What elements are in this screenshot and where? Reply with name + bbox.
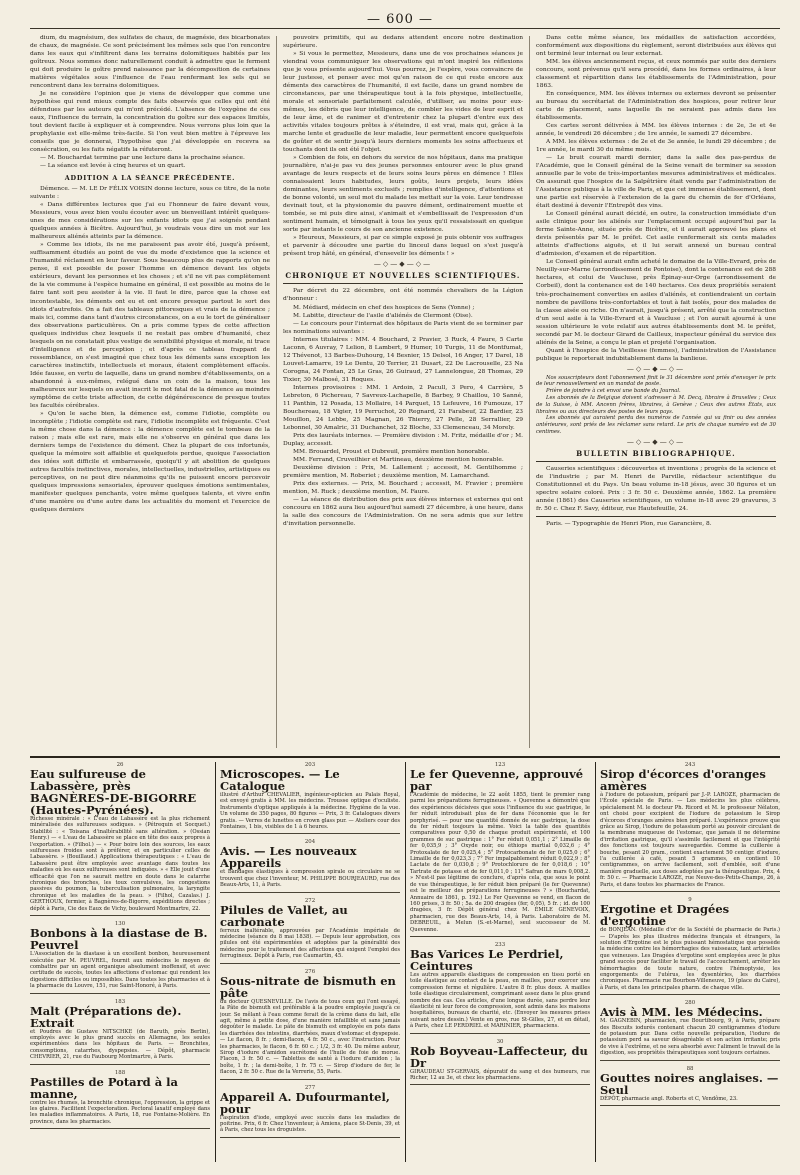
ad-title: Avis à MM. les Médecins. bbox=[600, 1005, 763, 1020]
paragraph: M. Médiard, médecin en chef des hospices de Sens (Yonne) ; bbox=[293, 304, 475, 311]
paragraph: Internes provisoires : MM. 1 Ardoin, 2 Pacull, 3 Pero, 4 Carrière, 5 Lebreton, 6 Pichereau, 7 Savreux-Lachapelle, 8 Barbey, 9 Chaillou, 10 Sanné, 11 Panthin, 12 Posada, 13 Mollaire, 14 Parquet, 15 Lefeuvre, 16 Fumouze, 17 Bouchereau, 18 Vigier, 19 Perruchot, 20 Regnard, 21 Farabeuf, 22 Bardier, 23 Mouillon, 24 Lebbe, 25 Magnan, 26 Thierry, 27 Pelle, 28 Serrallier, 29 Lebonnel, 30 Amalric, 31 Duchanchet, 32 Bloche, 33 Clemenceau, 34 Morely. bbox=[283, 384, 523, 431]
paragraph: Le Conseil général aurait décidé, en outre, la construction immédiate d'un asile clinique pour les aliénés sur l'emplacement occupé aujourd'hui par la ferme Sainte-Anne, située près de Bicêtre, et il aurait approuvé les plans et devis présentés par M. le préfet. Cet asile renfermerait six cents malades atteints d'affections aiguës, et il lui serait annexé un bureau central d'admission, d'examen et de répartition. bbox=[536, 211, 776, 258]
ad-body: l'aspiration d'iode, employé avec succès dans les maladies de poitrine. Prix, 6 fr. Chez l'inventeur, à Amiens, place St-Denis, 39, et à Paris, chez tous les droguistes. bbox=[220, 1114, 400, 1134]
ad-number: 233 bbox=[494, 941, 506, 948]
paragraph: — M. Bouchardat termine par une lecture dans la prochaine séance. bbox=[40, 155, 245, 162]
column-rule bbox=[276, 36, 277, 748]
paragraph: » Qu'on le sache bien, la démence est, comme l'idiotie, complète ou incomplète ; l'idiotie complète est rare, l'idiotie incomplète est fréquente. C'est la même chose dans la démence : la démence complète est le tombeau de la raison ; mais elle est rare, mais elle ne s'observe en général que dans les derniers temps de l'existence du dément. Chez la plupart de ces infortunés, quelque la mémoire soit affaiblie et quelquefois perdue, quoique l'association des idées soit difficile et embarrassée, quoiqu'il y ait abolition de quelques autres facultés instinctives, morales, intellectuelles, industrielles, artistiques ou perceptives, on ne peut dire néanmoins qu'ils ne puissent encore percevoir quelques impressions sensoriales, éprouver quelques émotions sentimentales, manifester quelques penchants, voire même quelques talents, et vivre enfin d'une manière ou d'une autre dans les actualités du moment et l'exercice de quelques derniers bbox=[30, 410, 270, 513]
advertisement bbox=[220, 898, 400, 964]
paragraph: « Dans différentes lectures que j'ai eu l'honneur de faire devant vous, Messieurs, vous avez bien voulu écouter avec un bienveillant intérêt quelques-unes de mes considérations sur les enfants idiots que j'ai soignés pendant quelques années à Bicêtre. Aujourd'hui, je voudrais vous dire un mot sur les malheureux aliénés atteints par la démence. bbox=[30, 202, 270, 241]
subscriber-note: Nos souscripteurs dont l'abonnement finit le 31 décembre sont priés d'envoyer le prix de leur renouvellement en un mandat de poste. bbox=[536, 374, 776, 388]
ad-number: 88 bbox=[686, 1065, 694, 1072]
ad-number: 183 bbox=[114, 998, 126, 1005]
ad-number: 243 bbox=[684, 762, 696, 768]
ad-body: de BONJEAN. (Médaille d'or de la Société de pharmacie de Paris.) — D'après les plus illustres médecins français et étrangers, la solution d'Ergotine est le plus puissant hémostatique que possède la médecine contre les hémorrhagies des vaisseaux, tant artérielles que veineuses. Les Dragées d'ergotine sont employées avec le plus grand succès pour faciliter le travail de l'accouchement, arrêter les hémorrhagies de toute nature, contre l'hémoptysie, les engorgements de l'utérus, les dysentéries, les diarrhées chroniques. Pharmacie rue Bourbon-Villeneuve, 19 (place du Caire), à Paris, et dans les principales pharm. de chaque ville. bbox=[600, 927, 780, 991]
ad-body: contre les rhumes, la bronchite chronique, l'oppression, la grippe et les glaires. Facilitent l'expectoration. Pectoral laxatif employé dans les maladies inflammatoires. A Paris, 18, rue Fontaine-Molière. En province, dans les pharmacies. bbox=[30, 1099, 210, 1125]
paragraph: dium, du magnésium, des sulfates de chaux, de magnésie, des bicarbonates de chaux, de magnésie. Ce sont précisément les mêmes sels que l'on rencontre dans les eaux qui s'infiltrent dans les terrains dolomitiques habités par les goîtreux. Nous sommes donc naturellement conduit à admettre que le ferment qui doit produire le goître prend naissance par la décomposition de certaines matières végétales sous l'influence de l'eau renfermant les sels qui se rencontrent dans les terrains dolomitiques. bbox=[30, 35, 270, 90]
ad-column-rule bbox=[595, 762, 596, 1162]
section-heading: BULLETIN BIBLIOGRAPHIQUE. bbox=[576, 448, 736, 458]
ad-body: l'Académie de médecine, le 22 août 1855, tient le premier rang parmi les préparations ferrugineuses. « Quevenne a démontré que des expériences décisives que sous l'influence du suc gastrique, le fer réduit introduisait plus de fer dans l'économie que le fer porphyrisé. — pour une quantité donnée de suc gastrique, la dose du fer réduit toujours la même. Voici la table des quantités comparatives pour 0,50 de chaque produit expérimenté, et 100 grammes de suc gastrique : 1° Fer réduit 0,051,1 ; 2° Limaille de fer 0,035,9 ; 3° Oxyde noir, ou éthiops martial 0,032,6 ; 4° Protoxalate de fer 0,025,4 ; 5° Protocarbonate de fer 0,025,0 ; 6° Limaille de fer 0,023,3 ; 7° Fer impalpablement réduit 0,022,9 ; 8° Lactate de fer 0,030,8 ; 9° Protochlorure de fer 0,018,6 ; 10° Tartrate de potasse et de fer 0,011,0 ; 11° Safran de mars 0,008,2. » N'est-il pas légitime de conclure, d'après cela, que sous le point de vue thérapeutique, le fer réduit bien préparé (le fer Quevenne) est le meilleur des préparations ferrugineuses ? » (Bouchardat, Annuaire de 1861, p. 192.) Le Fer Quevenne se vend, en flacon de 160 prises, 3 fr. 50 ; 5a. de 200 dragées (fer, 0,05), 5 fr. ; id. de 100 dragées, 3 fr. Dépôt général chez M. ÉMILE GENEVOIX, pharmacien, rue des Beaux-Arts, 14, à Paris. Laboratoire de M. DEBREUIL, à Melun (S.-et-Marne), seul successeur de M. Quevenne. bbox=[410, 792, 590, 933]
paragraph: MM. Ferrand, Cruveilhier et Martineau, deuxième mention honorable. bbox=[293, 456, 504, 463]
ad-title: Eau sulfureuse de Labassère, près BAGNÈRES-DE-BIGORRE (Hautes-Pyrénées). bbox=[30, 767, 197, 817]
ad-column-4 bbox=[600, 762, 780, 1166]
ad-title: Microscopes. — Le Catalogue bbox=[220, 767, 340, 793]
subscriber-note: Prière de joindre à cet envoi une bande du Journal. bbox=[546, 388, 681, 395]
paragraph: Prix des lauréats internes. — Première division : M. Fritz, médaille d'or ; M. Duplay, accessit. bbox=[283, 432, 523, 447]
section-heading: CHRONIQUE ET NOUVELLES SCIENTIFIQUES. bbox=[285, 271, 521, 281]
ad-number: 26 bbox=[116, 762, 124, 768]
paragraph: Deuxième division : Prix, M. Lallement ; accessit, M. Gentilhomme ; première mention, M. Roberiet ; deuxième mention, M. Lamarchand. bbox=[283, 464, 523, 479]
ad-title: Bonbons à la diastase de B. Peuvrel bbox=[30, 926, 208, 953]
ad-column-2 bbox=[220, 762, 400, 1166]
ad-number: 130 bbox=[114, 921, 126, 928]
ad-body: Richesse minérale : « L'eau de Labassère est la plus richement minéralisée des sulfureuses sodiques. » (Pétrequin et Socquet.) Stabilité : « Toisana d'inaltérabilité sans altération. » (Ossian Henry.) — « L'eau de Labassère se place en tête des eaux propres à l'exportation. » (Filhol.) — « Pour boire loin des sources, les eaux sulfureuses froides sont à préférer, et en particulier celles de Labassère. » (Bouillaud.) Applications thérapeutiques : « L'eau de Labassère peut être employée avec avantage dans toutes les maladies où les eaux sulfureuses sont indiquées. » « Elle jouit d'une efficacité que l'on ne saurait mettre en doute dans le catarrhe chronique des bronches, les toux convulsives, les congestions passives du poumon, la tuberculisation pulmonaire, la laryngite chronique et les maladies de la peau. » (Filhol, Cazalas.) J. GERTHOUX, fermier, à Bagnères-de-Bigorre, expéditions directes ; dépôt à Paris, Cie des Eaux de Vichy, boulevard Montmartre, 22. bbox=[30, 816, 210, 912]
ad-body: et Poudres de Gustave NITSCHKE (de Baruth, près Berlin), employés avec le plus grand succès en Allemagne, les seules expérimentées dans les hôpitaux de Paris. — Bronchites, consomptions, catarrhes, dyspepsies. — Dépôt, pharmacie CHEVRIER, 21, rue du Faubourg Montmartre, à Paris. bbox=[30, 1028, 210, 1061]
column-rule bbox=[529, 36, 530, 748]
paragraph: Le Conseil général aurait enfin acheté le domaine de la Ville-Evrard, près de Neuilly-sur-Marne (arrondissement de Pontoise), dont la contenance est de 288 hectares, et celui de Vaucluse, près Épinay-sur-Orge (arrondissement de Corbeil), dont la contenance est de 140 hectares. Ces deux propriétés seraient très-prochainement converties en asiles d'aliénés, et contiendraient un certain nombre de pavillons très-confortables et tout à fait isolés, pour des malades de la classe aisée ou riche. On n'aurait, jusqu'à présent, arrêté que la construction d'un seul asile à la Ville-Evrard et à Vaucluse ; et l'on aurait ajourné à une session ultérieure le vote relatif aux autres établissements dont M. le préfet, secondé par M. le docteur Girard de Cailleux, inspecteur général du service des aliénés de la Seine, a conçu le plan et projeté l'organisation. bbox=[536, 259, 776, 346]
ad-body: L'Association de la diastase à un excellent bonbon, heureusement exécutée par M. PEUVREL, fournit aux médecins le moyen de combattre par un agent organique absolument inoffensif, et avec certitude de succès, toutes les affections d'estomac qui rendent les digestions difficiles ou impossibles. Dans toutes les pharmacies et à la pharmacie du Louvre, 151, rue Saint-Honoré, à Paris. bbox=[30, 951, 210, 990]
ad-body: Les autres appareils élastiques de compression en tissu porté en toile élastique au contact de la peau, en mailles, pour exercer une compression ferme et régulière. L'autre 8 fr. plus doux. A mailles toile élastique circulairement, comprimant assez dans le plus grand nombre des cas. Ces articles, d'une longue durée, sans perdre leur élasticité ni leur force de compression, sont admis dans les maisons hospitalières, bureaux de charité, etc. (Envoyer les mesures prises suivant notre dessin.) Vente en gros, rue St-Gilles, 27, et en détail, à Paris, chez LE PERDRIEL et MARINIER, pharmaciens. bbox=[410, 971, 590, 1030]
ad-title: Pastilles de Potard à la manne, bbox=[30, 1074, 178, 1101]
ad-title: Pilules de Vallet, au carbonate bbox=[220, 902, 348, 929]
advertisement bbox=[410, 1039, 590, 1086]
ad-number: 9 bbox=[688, 897, 692, 904]
ad-column-1 bbox=[30, 762, 210, 1166]
advertisement bbox=[220, 839, 400, 892]
ad-column-rule bbox=[215, 762, 216, 1162]
paragraph: En conséquence, MM. les élèves internes ou externes devront se présenter au bureau du secrétariat de l'Administration des hospices, pour retirer leur carte de placement, sans laquelle ils ne seraient pas admis dans les établissements. bbox=[536, 91, 776, 122]
advertisement bbox=[600, 897, 780, 995]
ornament-divider: —◇—◆—◇— bbox=[626, 364, 686, 373]
paragraph: — La séance est levée à cinq heures et un quart. bbox=[40, 163, 186, 170]
subscriber-note: Les abonnés de la Belgique doivent s'adresser à M. Decq, libraire à Bruxelles ; Ceux de la Suisse, à MM. Ancenn frères, libraires, à Genève ; Ceux des autres États, aux libraires ou aux directeurs des postes de leurs pays. bbox=[536, 395, 776, 415]
ad-title: Appareil A. Dufourmantel, pour bbox=[220, 1089, 390, 1116]
ad-number: 277 bbox=[304, 1084, 316, 1091]
divider bbox=[536, 461, 776, 462]
paragraph: » Heureux, Messieurs, si par ce simple exposé je puis obtenir vos suffrages et parvenir à découdre une partie du linceul dans lequel on s'est jusqu'à présent trop hâté, en général, d'ensevelir les déments ! » bbox=[283, 235, 523, 258]
ad-title: Sirop d'écorces d'oranges amères bbox=[600, 767, 766, 793]
paragraph: Dans cette même séance, les médailles de satisfaction accordées, conformément aux dispositions du règlement, seront distribuées aux élèves qui ont terminé leur internat ou leur externat. bbox=[536, 35, 776, 58]
advertisement bbox=[30, 762, 210, 916]
ad-body: M. GAGNEBIN, pharmacien, rue Bourtibourg, 9, à Paris, prépare des Biscuits iodurés contenant chacun 20 centigrammes d'iodure de potassium pur. Dans cette nouvelle préparation, l'iodure de potassium perd sa saveur désagréable et son action irritante; pris de vive à l'extrême, et ne sera absorbé avec l'aliment le travail de la digestion, ses propriétés thérapeutiques sont toujours certaines. bbox=[600, 1018, 780, 1057]
divider bbox=[536, 516, 776, 517]
advertisement bbox=[410, 762, 590, 937]
ornament-divider: —◇—◆—◇— bbox=[373, 260, 433, 269]
ad-number: 30 bbox=[496, 1038, 504, 1045]
advertisement bbox=[410, 942, 590, 1034]
paragraph: » Si vous le permettez, Messieurs, dans une de vos prochaines séances je viendrai vous communiquer les observations qui m'ont inspiré les réflexions que je vous présente aujourd'hui. Vous pourrez, je l'espère, vous convaincre de leur justesse, et penser avec moi qu'en raison de ce qui reste encore aux déments des caractères de l'humanité, il est facile, dans un grand nombre de circonstances, par une thérapeutique tout à la fois physique, intellectuelle, morale et sensoriale parfaitement calculée, d'utiliser, au moins pour eux-mêmes, les débris que leur intelligence, de combler les vides de leur esprit et de leur âme, et de ranimer et d'entretenir chez la plupart d'entre eux des activités vitales toujours prêtes à s'éteindre, il est vrai, mais qui, grâce à la marche lente et graduelle de leur maladie, leur permettent encore quelquefois de goûter et de sentir jusqu'à leurs derniers moments les soins affectueux et touchants dont ils ont été l'objet. bbox=[283, 51, 523, 154]
paragraph: A MM. les élèves externes : de 2e et de 3e année, le lundi 29 décembre ; de 1re année, le mardi 30 du même mois. bbox=[536, 139, 776, 154]
advertisement bbox=[30, 921, 210, 993]
paragraph: MM. Brouardel, Proust et Dubreuil, première mention honorable. bbox=[293, 448, 490, 455]
paragraph: — La séance de distribution des prix aux élèves internes et externes qui ont concouru en 1862 aura lieu aujourd'hui samedi 27 décembre, à une heure, dans la salle des concours de l'Administration. On ne sera admis que sur lettre d'invitation personnelle. bbox=[283, 496, 523, 527]
ad-title: Malt (Préparations de). Extrait bbox=[30, 1003, 182, 1030]
imprint: Paris. — Typographie de Henri Plon, rue Garancière, 8. bbox=[546, 520, 712, 527]
divider bbox=[283, 283, 523, 284]
paragraph: MM. les élèves anciennement reçus, et ceux nommés par suite des derniers concours, sont prévenus qu'il sera procédé, dans les formes ordinaires, à leur classement et répartition dans les établissements de l'Administration, pour 1863. bbox=[536, 59, 776, 90]
advertisement bbox=[600, 1066, 780, 1106]
paragraph: Par décret du 22 décembre, ont été nommés chevaliers de la Légion d'honneur : bbox=[283, 288, 523, 303]
ad-number: 272 bbox=[304, 897, 316, 904]
paragraph: Causeries scientifiques : découvertes et inventions ; progrès de la science et de l'industrie ; par M. Henri de Parville, rédacteur scientifique du Constitutionnel et du Pays. Un beau volume in-18 jésus, avec 30 figures et un spectre solaire coloré. Prix : 3 fr. 50 c. Deuxième année, 1862. La première année (1861) des Causeries scientifiques, un volume in-18 avec 29 gravures, 3 fr. 50 c. Chez F. Savy, éditeur, rue Hautefeuille, 24. bbox=[536, 465, 776, 512]
top-rule bbox=[30, 28, 780, 29]
column-1 bbox=[30, 34, 270, 752]
ad-number: 276 bbox=[304, 968, 316, 975]
paragraph: — Le bruit courait mardi dernier, dans la salle des pas-perdus de l'Académie, que le Conseil général de la Seine venait de terminer sa session annuelle par le vote de très-importantes mesures administratives et médicales. On assurait que l'hospice de la Salpêtrière était vendu par l'administration de l'Assistance publique à la ville de Paris, et que cet immense établissement, dont une partie est réservée à l'extension de la gare du chemin de fer d'Orléans, était destiné à devenir l'Entrepôt des vins. bbox=[536, 155, 776, 210]
ad-number: 123 bbox=[494, 762, 506, 768]
ad-title: Avis. — Les nouveaux Appareils bbox=[220, 844, 357, 871]
advertisement bbox=[600, 762, 780, 892]
advertisement bbox=[30, 999, 210, 1065]
paragraph: Démence. — M. LE Dr FÉLIX VOISIN donne lecture, sous ce titre, de la note suivante : bbox=[30, 186, 270, 201]
subscriber-note: Les abonnés qui auraient perdu des numéros de l'année qui va finir ou des années antérieures, sont priés de les réclamer sans retard. Le prix de chaque numéro est de 30 centimes. bbox=[536, 415, 776, 436]
page-number: — 600 — bbox=[366, 12, 434, 27]
advertisement bbox=[220, 969, 400, 1080]
ad-body: du docteur QUESNEVILLE. De l'avis de tous ceux qui l'ont essayé, la Pâte de bismuth est préférable à la poudre employée jusqu'à ce jour. Se mêlant à l'eau comme ferait de la crème dans du lait, elle agit, même à petite dose, d'une manière infaillible et sans jamais dégoûter le malade. Le pâte de bismuth est employée en pots dans les diarrhées des intestins, diarrhées, maux d'estomac et dyspepsie. — Le flacon, 8 fr. ; demi-flacon, 4 fr. 50 c., avec l'instruction. Pour les pharmacies, le flacon, 6 fr. 60 c. ; 1/2, 3 fr. 40. Du même auteur, Sirop d'iodure d'amidon sucrétomé de l'huile de foie de morue. Flacon, 3 fr. 50 c. — Tablettes de santé à l'iodure d'amidon ; la boîte, 1 fr. ; la demi-boîte, 1 fr. 75 c. — Sirop d'iodure de fer, le flacon, 2 fr. 50 c. Rue de la Verrerie, 55, Paris. bbox=[220, 998, 400, 1076]
ad-title: Sous-nitrate de bismuth en pâte bbox=[220, 973, 396, 1000]
advertisement bbox=[220, 1085, 400, 1138]
advertisement bbox=[30, 1070, 210, 1130]
paragraph: Ces cartes seront délivrées à MM. les élèves internes : de 2e, 3e et 4e année, le vendredi 26 décembre ; de 1re année, le samedi 27 décembre. bbox=[536, 123, 776, 138]
paragraph: pouvoirs primitifs, qui au dedans attendent encore notre destination supérieure. bbox=[283, 35, 523, 50]
ad-title: Rob Boyveau-Laffecteur, du Dr bbox=[410, 1043, 588, 1070]
ad-body: DÉPÔT, pharmacie angl. Roberts et C, Vendôme, 23. bbox=[600, 1095, 738, 1102]
ad-number: 280 bbox=[684, 1000, 696, 1007]
ad-body: ferreux inaltérable, approuvées par l'Académie impériale de médecine (séance du 8 mai 1838). — Depuis leur approbation, ces pilules ont été expérimentées et adoptées par la généralité des médecins pour le traitement des affections qui exigent l'emploi des ferrugineux. Dépôt à Paris, rue Caumartin, 45. bbox=[220, 927, 400, 960]
column-2 bbox=[283, 34, 523, 752]
ad-body: à l'iodure de potassium, préparé par J.-P. LAROZE, pharmacien de l'École spéciale de Paris. — Les médecins les plus célèbres, spécialement M. le docteur Ph. Ricord et M. le professeur Nélaton, ont choisi pour excipient de l'iodure de potassium le Sirop d'écorces d'oranges amères bien préparé. L'expérience prouve que grâce au Sirop, l'iodure de potassium porté au pouvoir circulant de la membrane muqueuse de l'estomac, que jamais il ne détermine d'irritation gastrique, qu'il s'assimile facilement et que l'intégrité des fonctions est toujours sauvegardée. Comme la cuillerée à bouche, pesant 20 gram., contient exactement 50 centigr. d'iodure, l'a cuillerée à café, pesant 5 grammes, en contient 10 centigrammes, on arrive facilement, soit d'emblée, soit d'une manière graduelle, aux doses adoptées par la thérapeutique. Prix, 4 fr. 50 c. — Pharmacie LAROZE, rue Neuve-des-Petits-Champs, 26, à Paris, et dans toutes les pharmacies de France. bbox=[600, 792, 780, 888]
ad-body: et Bandages élastiques à compression spirale ou circulaire ne se trouvent que chez l'inventeur, M. PHILIPPE BOURJEAURD, rue des Beaux-Arts, 11, à Paris. bbox=[220, 869, 400, 889]
article-columns bbox=[30, 34, 780, 752]
paragraph: M. Labitte, directeur de l'asile d'aliénés de Clermont (Oise). bbox=[293, 312, 473, 319]
advertisement bbox=[600, 1000, 780, 1060]
paragraph: Internes titulaires : MM. 4 Bouchard, 2 Pravier, 3 Ruck, 4 Faure, 5 Carte Laconn, 6 Auvray, 7 Lelion, 8 Lambert, 9 Humer, 10 Turgis, 11 de Montfumat, 12 Thévenot, 13 Barbes-Duhourg, 14 Besnier, 15 Delsol, 16 Anger, 17 Darel, 18 Louvet-Lamarre, 19 Le Dentu, 20 Terrier, 21 Dusart, 22 De Lacrouselle, 23 Na Corogna, 24 Fontan, 25 Le Gras, 26 Guiraud, 27 Lannelongue, 28 Thomas, 29 Tixier, 30 Malbosé, 31 Roques. bbox=[283, 336, 523, 383]
section-heading: ADDITION A LA SÉANCE PRÉCÉDENTE. bbox=[64, 174, 236, 183]
paragraph: Je ne considère l'opinion que je viens de développer que comme une hypothèse qui rend mieux compte des faits observés que celles qui ont été défendues par les auteurs qui m'ont précédé. L'absence de l'oxygène de ces eaux, l'influence du terrain, la concentration du goître sur des espaces limités, tout devient facile à expliquer et à comprendre. Nous verrons plus loin que la prophylaxie est elle-même très-facile. Si l'on veut bien mettre à l'épreuve les conseils que je donnerai, l'hypothèse que j'ai développée en recevra sa consécration, ou les faits négatifs la réfuteront. bbox=[30, 91, 270, 154]
paragraph: » Comme les idiots, ils ne me paraissent pas avoir été, jusqu'à présent, suffisamment étudiés au point de vue du mode d'existence que la science et l'humanité réclament en leur faveur. Sous beaucoup plus de rapports qu'on ne pense, il est possible de poser l'homme en démence devant les objets extérieurs, devant les personnes et les choses ; et s'il ne vit pas complètement de la vie commune à l'espèce humaine en général, il est possible au moins de le faire tant soit peu assister à la vie. Il faut le dire, parce que la chose est incontestable, les déments ont eu et ont encore presque partout le sort des idiots d'autrefois. On a fait des tableaux pittoresques et vrais de la démence ; mais ici, comme dans tant d'autres circonstances, on a eu le tort de généraliser des observations particulières. On a pris comme types de cette affection quelques individus chez lesquels il ne restait pas ombre d'humanité, chez lesquels on ne constatait plus vestige de sensibilité physique et morale, ni trace d'intelligence et de perception ; et d'après ce tableau frappant de ressemblance, on s'est imaginé que chez tous les déments sans exception les caractères instinctifs, intellectuels et moraux, étaient complètement effacés. Idée fausse, en vertu de laquelle, dans un grand nombre d'établissements, on a abandonné à eux-mêmes, relégué dans un coin de la maison, tous les malheureux sur lesquels on avait inscrit le mot fatal de la démence au moindre symptôme de cette triste affection, de cette dégénérescence de presque toutes les facultés cérébrales. bbox=[30, 242, 270, 409]
column-3 bbox=[536, 34, 776, 752]
ad-column-rule bbox=[405, 762, 406, 1162]
ad-number: 204 bbox=[304, 839, 316, 846]
paragraph: » Combien de fois, en dehors du service de nos hôpitaux, dans ma pratique journalière, n'ai-je pas vu des jeunes personnes entourer avec le plus grand avantage de leurs respects et de leurs soins leurs pères en démence ! Elles connaissaient leurs habitudes, leurs goûts, leurs projets, leurs idées dominantes, leurs sentiments exclusifs ; remplies d'intelligence, d'attentions et de bonne volonté, un seul mot du malade les mettait sur la voie. Leur tendresse devinait tout, et la physionomie du pauvre dément, ordinairement muette et tombée, se mi puis dire ainsi, s'animait et s'embellissait de l'expression d'un sentiment humain, et témoignait à tous les yeux qu'il ressaisissait en quelque sorte par instants le cours de son ancienne existence. bbox=[283, 155, 523, 234]
ad-number: 203 bbox=[304, 762, 316, 768]
ad-body: illustré d'Arthur CHEVALIER, ingénieur-opticien au Palais Royal, est envoyé gratis à MM. les médecins. Trousse optique d'oculiste. Instruments d'optique appliqués à la médecine. Hygiène de la vue. Un volume de 350 pages, 80 figures — Prix, 3 fr. Catalogues divers gratis. — Verres de lunettes en crown glass pur. — Ateliers cour des Fontaines, 1 bis, visibles de 1 à 6 heures. bbox=[220, 792, 400, 831]
ad-title: Ergotine et Dragées d'ergotine bbox=[600, 902, 730, 929]
ad-title: Le fer Quevenne, approuvé par bbox=[410, 767, 584, 793]
ad-title: Bas Varices Le Perdriel, Ceintures bbox=[410, 946, 564, 973]
ad-body: GIRAUDEAU ST-GERVAIS, dépuratif du sang et des humeurs, rue Richer, 12 au 3e, et chez les pharmaciens. bbox=[410, 1068, 590, 1081]
paragraph: — Le concours pour l'internat des hôpitaux de Paris vient de se terminer par les nominations suivantes : bbox=[283, 320, 523, 335]
paragraph: Quant à l'hospice de la Vieillesse (femmes), l'administration de l'Assistance publique le reporterait indubitablement dans la banlieue. bbox=[536, 347, 776, 362]
advertisement bbox=[220, 762, 400, 834]
ad-title: Gouttes noires anglaises. — Seul bbox=[600, 1070, 779, 1097]
ornament-divider: —◇—◆—◇— bbox=[626, 437, 686, 446]
ad-column-3 bbox=[410, 762, 590, 1166]
ad-number: 188 bbox=[114, 1069, 126, 1076]
paragraph: Prix des externes. — Prix, M. Bouchard ; accessit, M. Fravier ; première mention, M. Ruck ; deuxième mention, M. Faure. bbox=[283, 480, 523, 495]
